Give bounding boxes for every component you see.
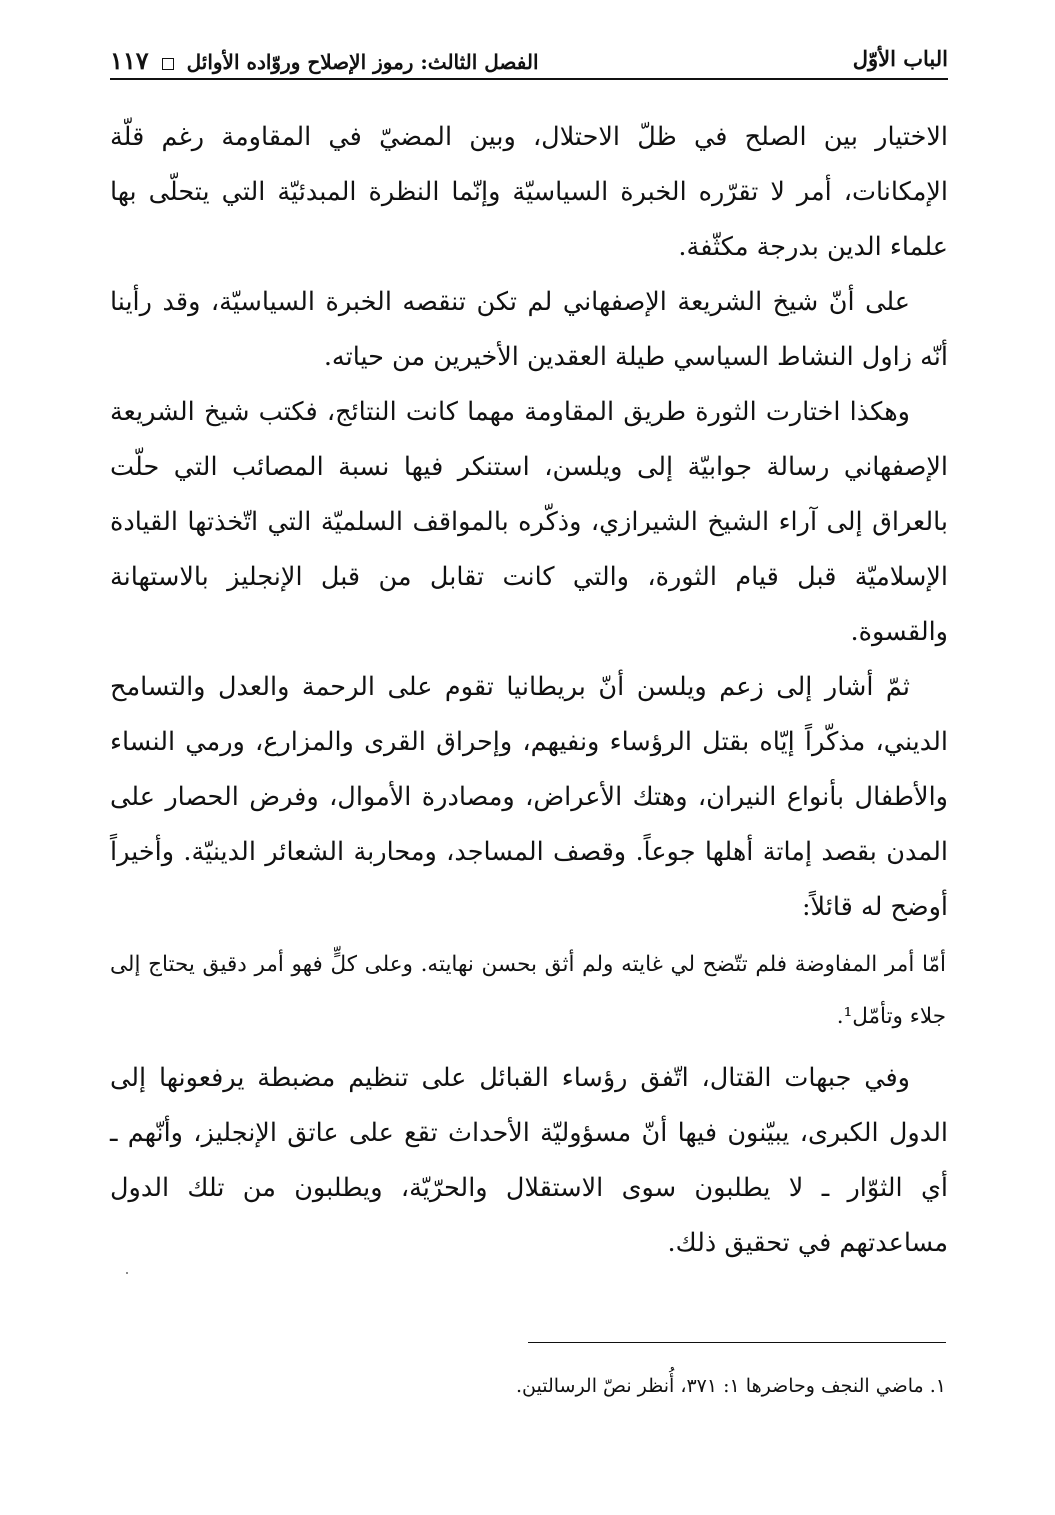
body-text bbox=[110, 110, 948, 1271]
paragraph: ثمّ أشار إلى زعم ويلسن أنّ بريطانيا تقوم على الرحمة والعدل والتسامح الديني، مذكّراً إيّاه بقتل الرؤساء ونفيهم، وإحراق القرى والمزارع، ورمي النساء والأطفال بأنواع النيران، وهتك الأعراض، ومصادرة الأموال، وفرض الحصار على المدن بقصد إماتة أهلها جوعاً. وقصف المساجد، ومحاربة الشعائر الدينيّة. وأخيراً أوضح له قائلاً: bbox=[110, 672, 948, 922]
paragraph: على أنّ شيخ الشريعة الإصفهاني لم تكن تنقصه الخبرة السياسيّة، وقد رأينا أنّه زاول النشاط السياسي طيلة العقدين الأخيرين من حياته. bbox=[110, 287, 948, 372]
header-rule bbox=[110, 78, 948, 80]
block-quote: أمّا أمر المفاوضة فلم تتّضح لي غايته ولم أثق بحسن نهايته. وعلى كلٍّ فهو أمر دقيق يحتاج إلى جلاء وتأمّل¹. bbox=[110, 952, 946, 1029]
scan-speck bbox=[126, 1272, 128, 1274]
paragraph: وهكذا اختارت الثورة طريق المقاومة مهما كانت النتائج، فكتب شيخ الشريعة الإصفهاني رسالة جوابيّة إلى ويلسن، استنكر فيها نسبة المصائب التي حلّت بالعراق إلى آراء الشيخ الشيرازي، وذكّره بالمواقف السلميّة التي اتّخذتها القيادة الإسلاميّة قبل قيام الثورة، والتي كانت تقابل من قبل الإنجليز بالاستهانة والقسوة. bbox=[110, 397, 948, 647]
chapter-title-group bbox=[110, 46, 539, 75]
footnote-rule bbox=[528, 1342, 946, 1343]
footnote: ١. ماضي النجف وحاضرها ١: ٣٧١، أُنظر نصّ الرسالتين. bbox=[515, 1375, 946, 1397]
part-title: الباب الأوّل bbox=[852, 46, 948, 71]
paragraph: وفي جبهات القتال، اتّفق رؤساء القبائل على تنظيم مضبطة يرفعونها إلى الدول الكبرى، يبيّنون فيها أنّ مسؤوليّة الأحداث تقع على عاتق الإنجليز، وأنّهم ـ أي الثوّار ـ لا يطلبون سوى الاستقلال والحرّيّة، ويطلبون من تلك الدول مساعدتهم في تحقيق ذلك. bbox=[110, 1063, 948, 1258]
page-number: ١١٧ bbox=[110, 46, 149, 75]
separator-box-icon bbox=[162, 58, 174, 70]
running-header bbox=[110, 40, 948, 80]
paragraph: الاختيار بين الصلح في ظلّ الاحتلال، وبين المضيّ في المقاومة رغم قلّة الإمكانات، أمر لا تقرّره الخبرة السياسيّة وإنّما النظرة المبدئيّة التي يتحلّى بها علماء الدين بدرجة مكثّفة. bbox=[110, 122, 948, 262]
chapter-title: الفصل الثالث: رموز الإصلاح وروّاده الأوائل bbox=[186, 50, 539, 74]
